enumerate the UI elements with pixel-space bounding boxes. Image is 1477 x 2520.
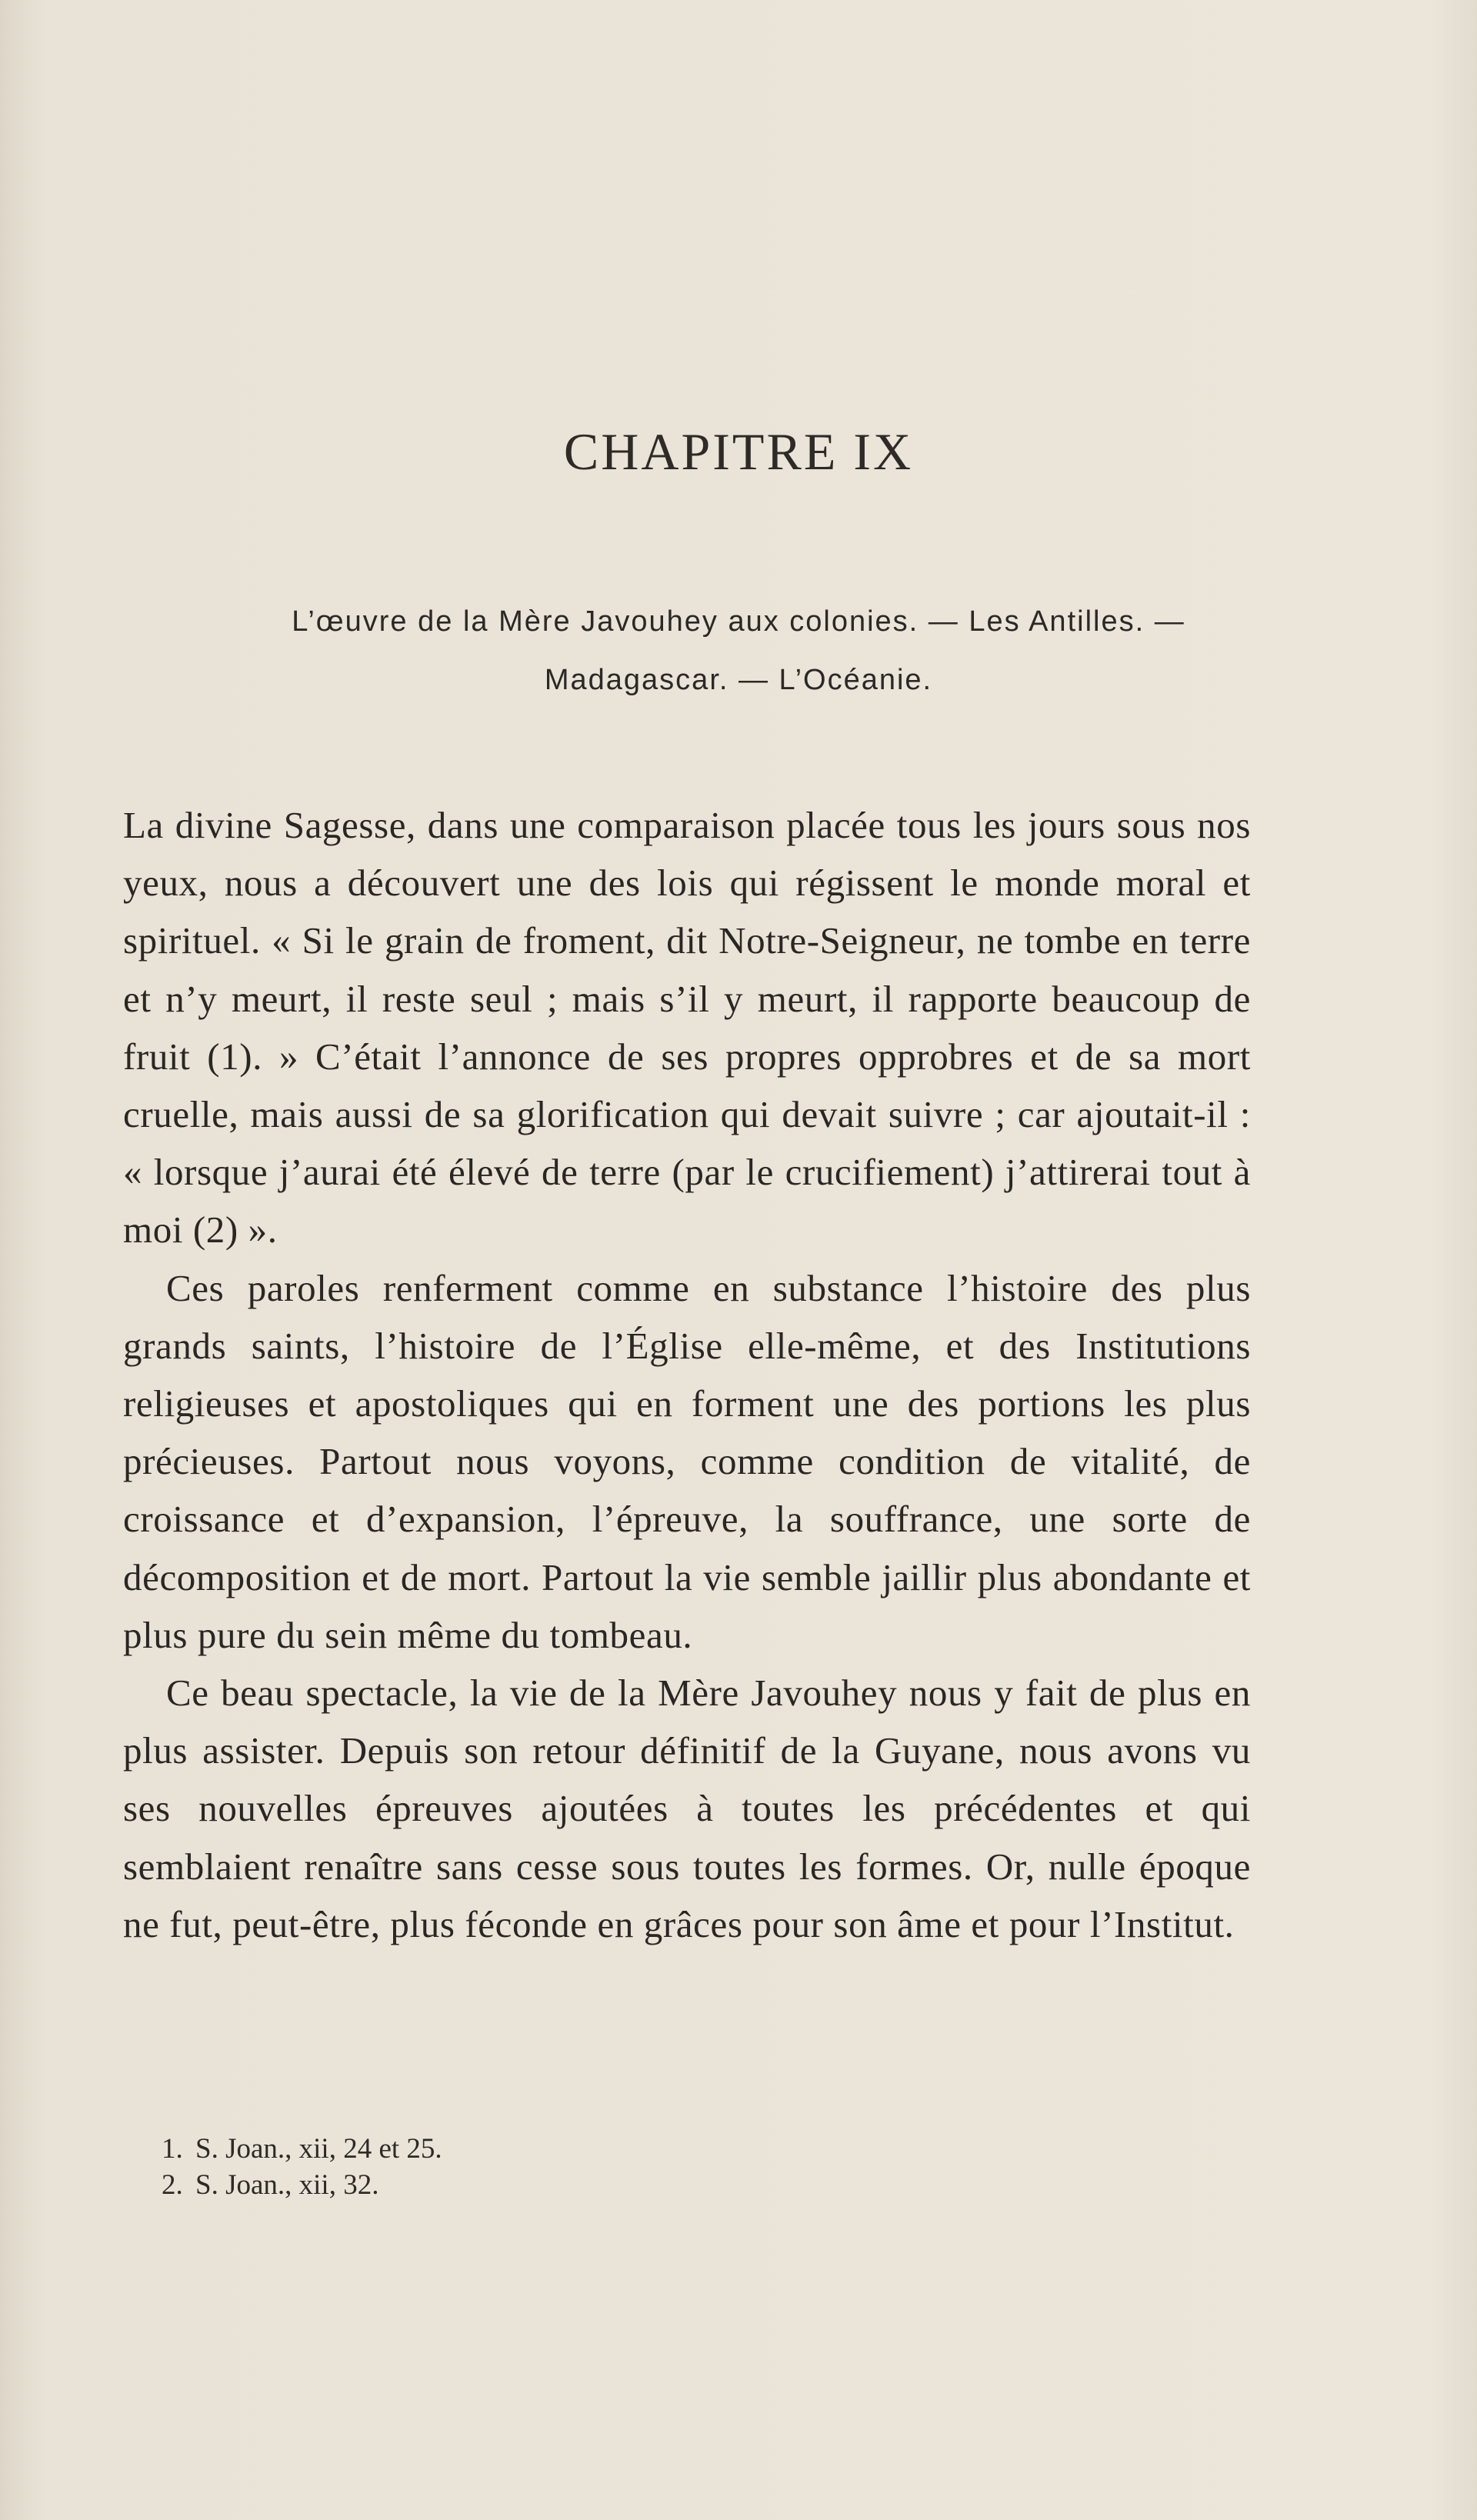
footnote-number: 1. — [162, 2133, 183, 2165]
footnote-2 — [162, 2167, 1085, 2203]
footnote-number: 2. — [162, 2169, 183, 2201]
chapter-body — [123, 796, 1251, 1953]
chapter-subtitle — [131, 592, 1346, 709]
chapter-subtitle-line-1: L’œuvre de la Mère Javouhey aux colonies. — Les Antilles. — — [292, 605, 1185, 638]
chapter-title: CHAPITRE IX — [563, 422, 914, 481]
paragraph-3: Ce beau spectacle, la vie de la Mère Javouhey nous y fait de plus en plus assister. Depuis son retour définitif de la Guyane, nous avons vu ses nouvelles épreuves ajoutées à toutes les précédentes et qui semblaient renaître sans cesse sous toutes les formes. Or, nulle époque ne fut, peut-être, plus féconde en grâces pour son âme et pour l’Institut. — [123, 1672, 1251, 1945]
footnotes — [162, 2131, 1085, 2203]
footnote-1 — [162, 2131, 1085, 2167]
chapter-subtitle-line-2: Madagascar. — L’Océanie. — [544, 664, 933, 696]
footnote-text: S. Joan., xii, 24 et 25. — [195, 2133, 442, 2165]
paragraph-1: La divine Sagesse, dans une comparaison placée tous les jours sous nos yeux, nous a découvert une des lois qui régissent le monde moral et spirituel. « Si le grain de froment, dit Notre-Seigneur, ne tombe en terre et n’y meurt, il reste seul ; mais s’il y meurt, il rapporte beaucoup de fruit (1). » C’était l’annonce de ses propres opprobres et de sa mort cruelle, mais aussi de sa glorification qui devait suivre ; car ajoutait-il : « lorsque j’aurai été élevé de terre (par le crucifiement) j’attirerai tout à moi (2) ». — [123, 804, 1251, 1252]
footnote-text: S. Joan., xii, 32. — [195, 2169, 379, 2201]
paragraph-2: Ces paroles renferment comme en substance l’histoire des plus grands saints, l’histoire de l’Église elle-même, et des Institutions religieuses et apostoliques qui en forment une des portions les plus précieuses. Partout nous voyons, comme condition de vitalité, de croissance et d’expansion, l’épreuve, la souffrance, une sorte de décomposition et de mort. Partout la vie semble jaillir plus abondante et plus pure du sein même du tombeau. — [123, 1266, 1251, 1656]
